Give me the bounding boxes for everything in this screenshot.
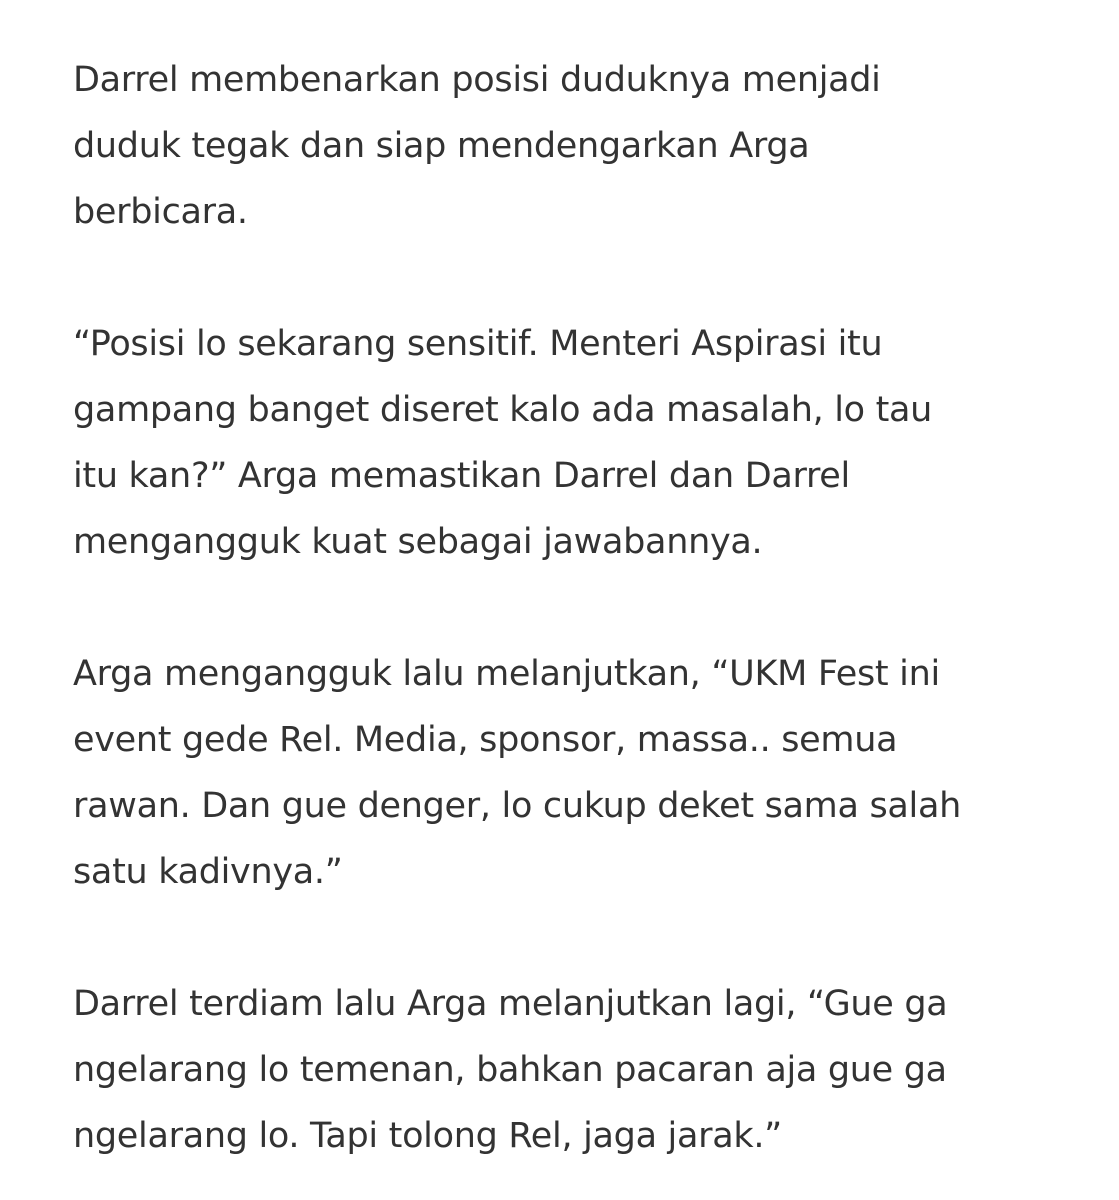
text-line: Arga mengangguk lalu melanjutkan, “UKM Fest ini bbox=[73, 654, 940, 694]
note-body bbox=[73, 47, 1063, 1169]
paragraph-4 bbox=[73, 971, 1063, 1169]
text-line: duduk tegak dan siap mendengarkan Arga bbox=[73, 126, 810, 166]
paragraph-gap bbox=[73, 575, 1063, 641]
text-line: Darrel membenarkan posisi duduknya menjadi bbox=[73, 60, 881, 100]
paragraph-gap bbox=[73, 245, 1063, 311]
text-line: Darrel terdiam lalu Arga melanjutkan lagi, “Gue ga bbox=[73, 984, 948, 1024]
text-line: ngelarang lo temenan, bahkan pacaran aja gue ga bbox=[73, 1050, 947, 1090]
text-line: satu kadivnya.” bbox=[73, 852, 343, 892]
paragraph-2 bbox=[73, 311, 1063, 575]
text-line: “Posisi lo sekarang sensitif. Menteri Aspirasi itu bbox=[73, 324, 883, 364]
text-line: gampang banget diseret kalo ada masalah, lo tau bbox=[73, 390, 933, 430]
text-line: rawan. Dan gue denger, lo cukup deket sama salah bbox=[73, 786, 961, 826]
paragraph-3 bbox=[73, 641, 1063, 905]
text-line: mengangguk kuat sebagai jawabannya. bbox=[73, 522, 763, 562]
text-line: ngelarang lo. Tapi tolong Rel, jaga jarak.” bbox=[73, 1116, 782, 1156]
text-line: event gede Rel. Media, sponsor, massa.. semua bbox=[73, 720, 898, 760]
text-line: berbicara. bbox=[73, 192, 248, 232]
paragraph-gap bbox=[73, 905, 1063, 971]
text-line: itu kan?” Arga memastikan Darrel dan Darrel bbox=[73, 456, 850, 496]
paragraph-1 bbox=[73, 47, 1063, 245]
